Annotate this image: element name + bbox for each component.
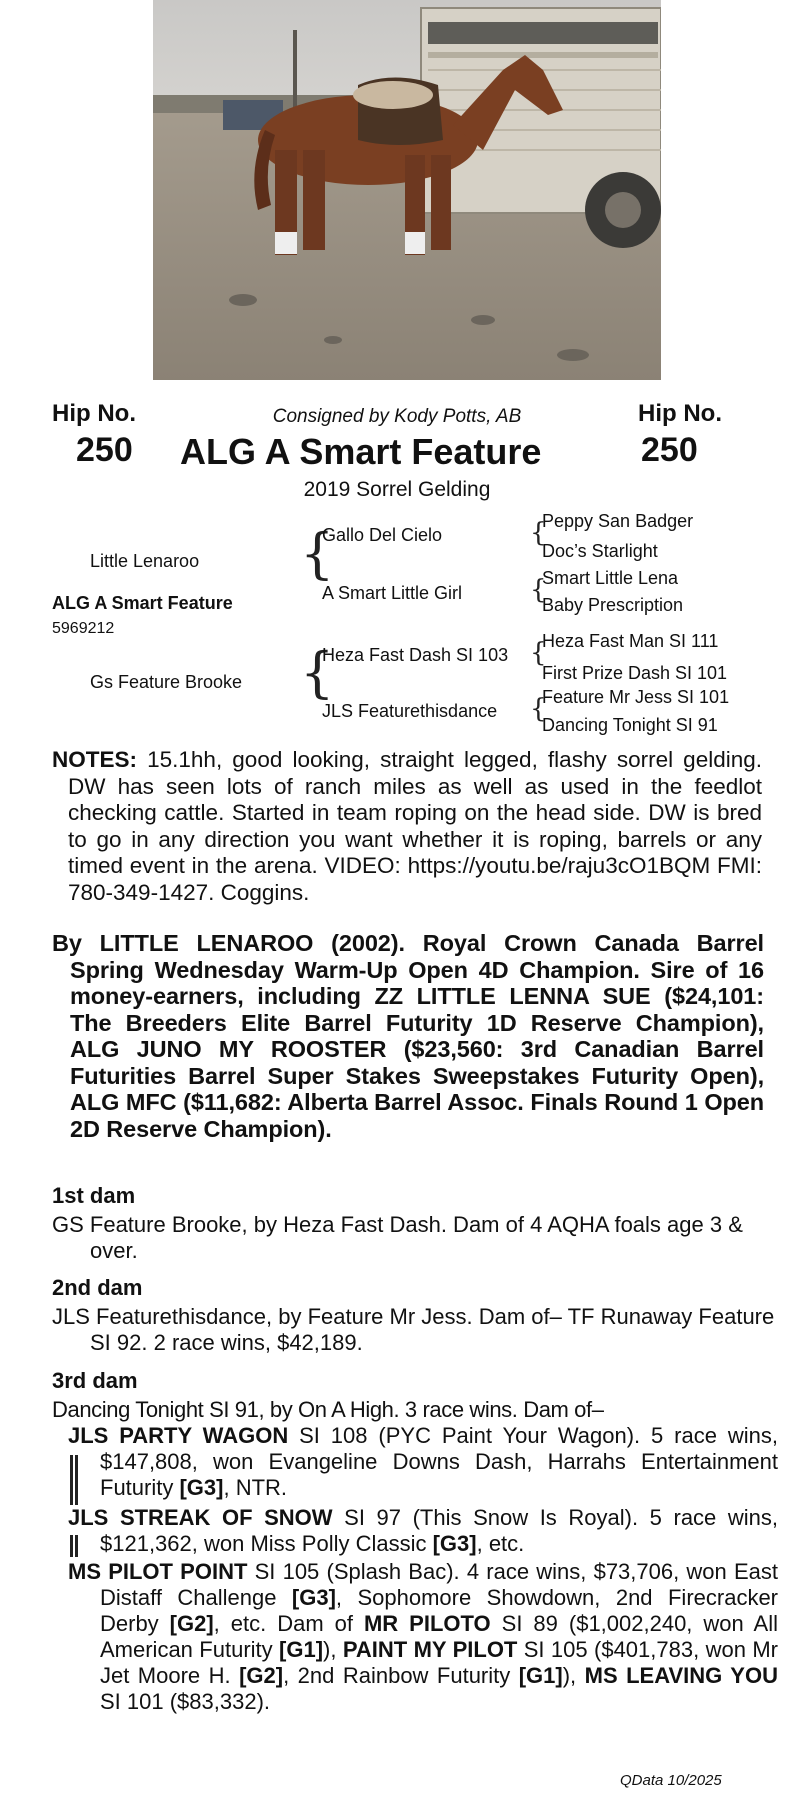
notes-label: NOTES:: [52, 747, 138, 772]
horse-description: 2019 Sorrel Gelding: [303, 478, 491, 501]
entry-3-text: SI 101 ($83,332).: [100, 1689, 271, 1714]
consignor: Consigned by Kody Potts, AB: [272, 406, 522, 427]
pedigree-brace: {: [530, 694, 547, 724]
pedigree-gg4: Baby Prescription: [542, 595, 684, 615]
horse-photo-illustration: [153, 0, 661, 380]
pedigree-brace: {: [530, 575, 547, 605]
horse-photo: [153, 0, 661, 380]
first-dam-text: GS Feature Brooke, by Heza Fast Dash. Dam of 4 AQHA foals age 3 & over.: [52, 1212, 743, 1263]
entry-2-grade: [G3]: [432, 1531, 477, 1556]
entry-2-text1: SI 97 (This Snow Is Royal). 5 race wins, $121,362, won Miss Polly Classic: [100, 1505, 779, 1556]
horse-name: ALG A Smart Feature: [180, 431, 542, 472]
third-dam-heading: 3rd dam: [52, 1368, 138, 1393]
pedigree-dam-sire: Heza Fast Dash SI 103: [322, 645, 509, 665]
second-dam-text: JLS Featurethisdance, by Feature Mr Jess. Dam of– TF Runaway Feature SI 92. 2 race wins, $42,189.: [52, 1304, 775, 1355]
footer-qdata: QData 10/2025: [620, 1772, 722, 1789]
entry-3-text: ),: [323, 1637, 343, 1662]
entry-1-text2: , NTR.: [223, 1475, 288, 1500]
pedigree-gg3: Smart Little Lena: [542, 568, 679, 588]
pedigree-registration: 5969212: [52, 620, 115, 637]
entry-3-text: SI 105 (Splash Bac). 4 race wins, $73,706, won East Distaff Challenge: [100, 1559, 778, 1610]
entry-3-grade: [G3]: [291, 1585, 336, 1610]
second-dam-heading: 2nd dam: [52, 1275, 143, 1300]
notes-text: 15.1hh, good looking, straight legged, flashy sorrel gelding. DW has seen lots of ranch miles as well as used in the feedlot checking cattle. Started in team roping on the head side. DW is bred to go in any direction you want whether it is roping, barrels or any timed event in the arena. VIDEO: https://youtu.be/raju3cO1BQM FMI: 780-349-1427. Coggins.: [68, 747, 762, 905]
pedigree-sire-sire: Gallo Del Cielo: [322, 525, 443, 545]
pedigree-gg7: Feature Mr Jess SI 101: [542, 687, 730, 707]
entry-3-text: , 2nd Rainbow Futurity: [283, 1663, 519, 1688]
entry-2-text2: , etc.: [476, 1531, 525, 1556]
entry-3-grade: [G2]: [239, 1663, 284, 1688]
entry-1-name: JLS PARTY WAGON: [68, 1423, 289, 1448]
entry-3-grade: [G1]: [279, 1637, 324, 1662]
entry-3-text: ),: [562, 1663, 585, 1688]
third-dam-intro: Dancing Tonight SI 91, by On A High. 3 race wins. Dam of–: [52, 1397, 604, 1422]
entry-3-produce-name: MR PILOTO: [363, 1611, 491, 1636]
entry-3-text: , etc. Dam of: [213, 1611, 364, 1636]
entry-3-text: SI 89 ($1,002,240, won All American Futurity: [100, 1611, 778, 1662]
entry-1-text1: SI 108 (PYC Paint Your Wagon). 5 race wins, $147,808, won Evangeline Downs Dash, Harrahs Entertainment Futurity: [100, 1423, 778, 1500]
third-dam-entry-3: [68, 1559, 778, 1715]
entry-1-grade: [G3]: [179, 1475, 224, 1500]
entry-3-name: MS PILOT POINT: [68, 1559, 248, 1584]
entry-3-text: SI 105 ($401,783, won Mr Jet Moore H.: [100, 1637, 778, 1688]
third-dam-entry-2: [68, 1505, 778, 1557]
pedigree-dam: Gs Feature Brooke: [90, 672, 243, 692]
pedigree-gg5: Heza Fast Man SI 111: [542, 631, 719, 651]
entry-3-grade: [G2]: [169, 1611, 214, 1636]
pedigree-brace: {: [300, 522, 335, 585]
hip-number-left: 250: [76, 431, 133, 469]
pedigree-subject: ALG A Smart Feature: [52, 593, 233, 613]
third-dam-entry-1: [68, 1423, 778, 1501]
pedigree-gg2: Doc’s Starlight: [542, 541, 658, 561]
pedigree-sire: Little Lenaroo: [90, 551, 200, 571]
pedigree-gg8: Dancing Tonight SI 91: [542, 715, 718, 735]
entry-3-produce-name: PAINT MY PILOT: [342, 1637, 518, 1662]
sire-paragraph: By LITTLE LENAROO (2002). Royal Crown Canada Barrel Spring Wednesday Warm-Up Open 4D Champion. Sire of 16 money-earners, including ZZ LITTLE LENNA SUE ($24,101: The Breeders Elite Barrel Futurity 1D Reserve Champion), ALG JUNO MY ROOSTER ($23,560: 3rd Canadian Barrel Futurities Barrel Super Stakes Sweepstakes Futurity Open), ALG MFC ($11,682: Alberta Barrel Assoc. Finals Round 1 Open 2D Reserve Champion).: [52, 930, 764, 1142]
pedigree-brace: {: [300, 641, 335, 704]
pedigree-gg1: Peppy San Badger: [542, 511, 694, 531]
pedigree-brace: {: [530, 518, 547, 548]
entry-3-grade: [G1]: [518, 1663, 563, 1688]
notes-paragraph: [52, 747, 762, 906]
pedigree-gg6: First Prize Dash SI 101: [542, 663, 728, 683]
hip-label-left: Hip No.: [52, 400, 136, 427]
hip-number-right: 250: [641, 431, 698, 469]
entry-3-text: , Sophomore Showdown, 2nd Firecracker Derby: [100, 1585, 778, 1636]
hip-label-right: Hip No.: [638, 400, 722, 427]
first-dam-heading: 1st dam: [52, 1183, 136, 1208]
pedigree-brace: {: [530, 638, 547, 668]
pedigree-dam-dam: JLS Featurethisdance: [322, 701, 498, 721]
entry-2-name: JLS STREAK OF SNOW: [68, 1505, 333, 1530]
pedigree-sire-dam: A Smart Little Girl: [322, 583, 463, 603]
entry-3-produce-name: MS LEAVING YOU: [584, 1663, 778, 1688]
